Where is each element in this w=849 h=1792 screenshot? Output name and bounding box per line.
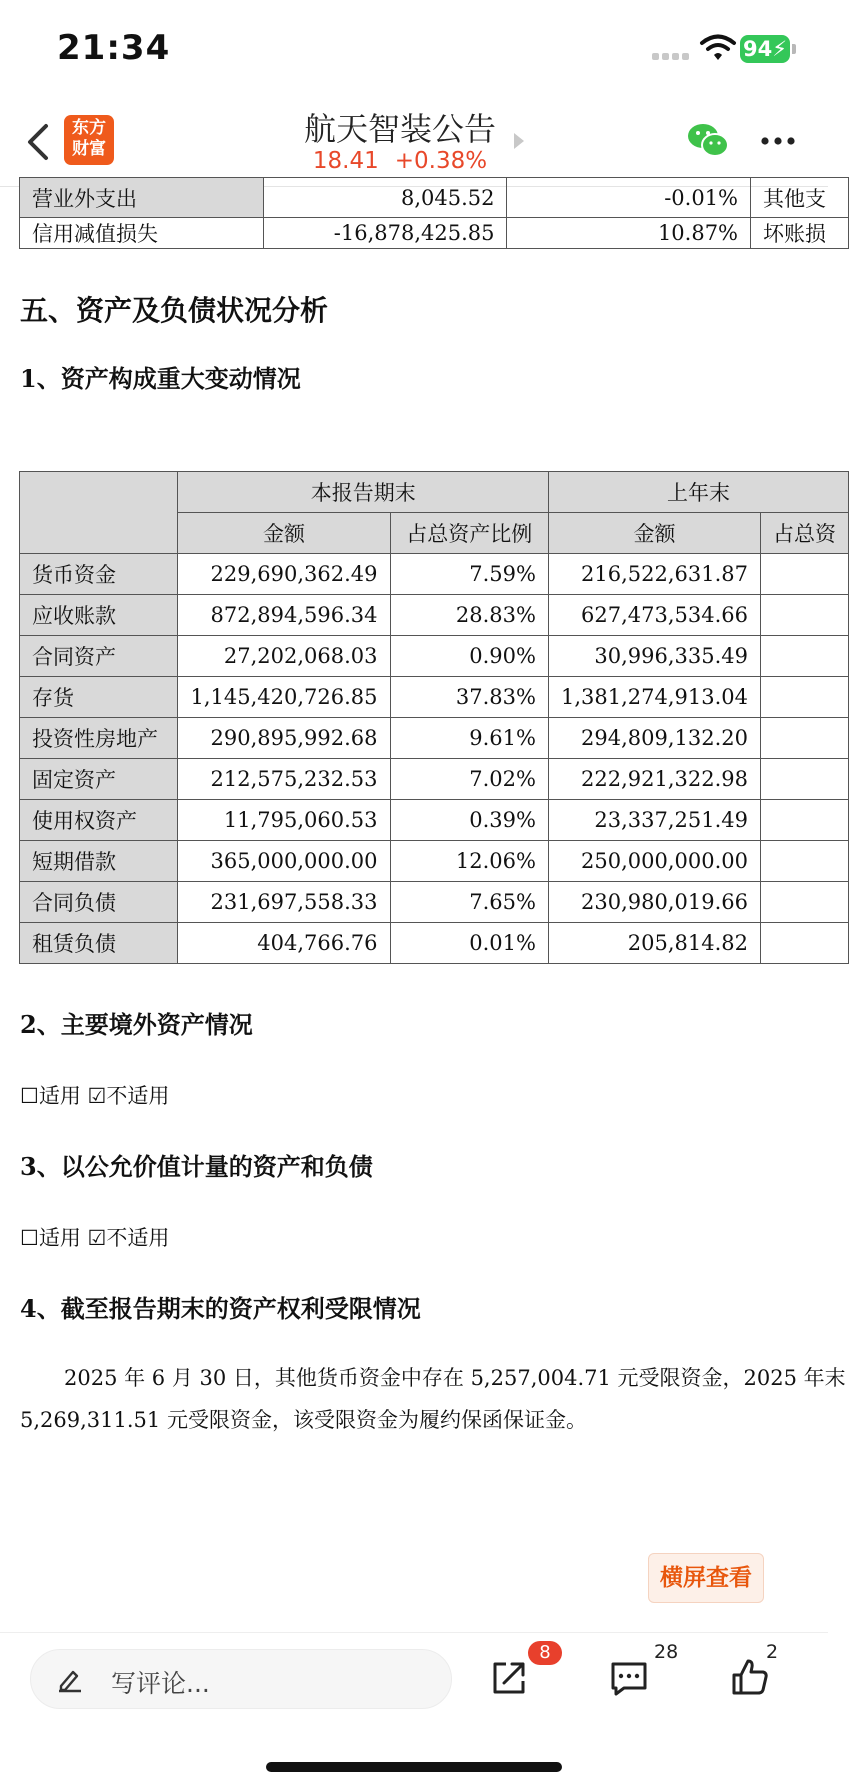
applicability-options: ☐适用 ☑不适用 [20, 1226, 170, 1250]
row-label: 存货 [20, 677, 178, 718]
cur-ratio-cell: 37.83% [390, 677, 548, 718]
col-prior-ratio: 占总资 [761, 513, 849, 554]
prior-amount-cell: 230,980,019.66 [548, 882, 760, 923]
table-row [20, 595, 849, 636]
header-prior-year: 上年末 [548, 472, 848, 513]
comment-count: 28 [654, 1641, 679, 1663]
asset-table [19, 471, 849, 964]
cur-amount-cell: 872,894,596.34 [178, 595, 390, 636]
cur-amount-cell: 231,697,558.33 [178, 882, 390, 923]
prior-ratio-cell [761, 718, 849, 759]
paragraph-line: 5,269,311.51 元受限资金，该受限资金为履约保函保证金。 [20, 1408, 587, 1432]
back-arrow-icon[interactable] [24, 122, 52, 162]
cur-ratio-cell: 0.01% [390, 923, 548, 964]
prior-ratio-cell [761, 636, 849, 677]
prior-amount-cell: 30,996,335.49 [548, 636, 760, 677]
table-row [20, 841, 849, 882]
nav-bar [0, 100, 828, 187]
battery-level: 94 [743, 37, 773, 61]
table-row [20, 178, 849, 218]
row-label: 货币资金 [20, 554, 178, 595]
stock-price: 18.41 [312, 148, 379, 174]
cur-amount-cell: 404,766.76 [178, 923, 390, 964]
app-logo[interactable] [64, 115, 114, 165]
comment-placeholder: 写评论... [111, 1669, 210, 1698]
cur-ratio-cell: 7.65% [390, 882, 548, 923]
bottom-action-bar [0, 1632, 828, 1733]
cur-ratio-cell: 7.59% [390, 554, 548, 595]
prior-amount-cell: 250,000,000.00 [548, 841, 760, 882]
cur-ratio-cell: 0.39% [390, 800, 548, 841]
subsection-heading: 2、主要境外资产情况 [20, 1010, 253, 1039]
subsection-heading: 4、截至报告期末的资产权利受限情况 [20, 1294, 421, 1323]
subsection-heading: 1、资产构成重大变动情况 [20, 364, 301, 393]
like-count: 2 [766, 1641, 779, 1663]
logo-line2: 财富 [72, 139, 106, 159]
battery-icon: 94⚡ [740, 35, 790, 63]
comment-input[interactable] [30, 1649, 452, 1709]
table-row [20, 718, 849, 759]
cur-amount-cell: 229,690,362.49 [178, 554, 390, 595]
pen-icon [57, 1666, 83, 1692]
table-row [20, 218, 849, 249]
row-label: 应收账款 [20, 595, 178, 636]
cellular-signal-icon [652, 52, 690, 60]
prior-amount-cell: 205,814.82 [548, 923, 760, 964]
prior-amount-cell: 627,473,534.66 [548, 595, 760, 636]
row-label: 信用减值损失 [20, 218, 264, 249]
row-label: 合同资产 [20, 636, 178, 677]
comment-icon[interactable] [610, 1661, 648, 1697]
row-label: 租赁负债 [20, 923, 178, 964]
share-icon[interactable] [490, 1659, 528, 1697]
ratio-cell: -0.01% [507, 178, 751, 218]
ratio-cell: 10.87% [507, 218, 751, 249]
row-label: 短期借款 [20, 841, 178, 882]
table-row [20, 800, 849, 841]
prior-ratio-cell [761, 595, 849, 636]
row-label: 固定资产 [20, 759, 178, 800]
stock-quote[interactable] [200, 148, 600, 174]
table-row [20, 636, 849, 677]
status-bar [0, 0, 828, 100]
paragraph-line: 2025 年 6 月 30 日，其他货币资金中存在 5,257,004.71 元受限资金，2025 年末 [64, 1366, 846, 1390]
note-cell: 其他支 [751, 178, 849, 218]
prior-ratio-cell [761, 677, 849, 718]
home-indicator[interactable] [266, 1762, 562, 1772]
play-arrow-icon [513, 132, 525, 150]
income-table-partial [19, 177, 849, 249]
prior-amount-cell: 1,381,274,913.04 [548, 677, 760, 718]
col-ratio: 占总资产比例 [390, 513, 548, 554]
row-label: 营业外支出 [20, 178, 264, 218]
prior-amount-cell: 294,809,132.20 [548, 718, 760, 759]
cur-amount-cell: 290,895,992.68 [178, 718, 390, 759]
amount-cell: 8,045.52 [263, 178, 507, 218]
wechat-icon[interactable] [686, 120, 730, 160]
battery-nub [792, 44, 796, 54]
prior-amount-cell: 216,522,631.87 [548, 554, 760, 595]
prior-ratio-cell [761, 882, 849, 923]
more-icon[interactable] [760, 136, 796, 146]
share-badge: 8 [528, 1641, 562, 1665]
cur-amount-cell: 365,000,000.00 [178, 841, 390, 882]
prior-ratio-cell [761, 759, 849, 800]
page-title: 航天智装公告 [303, 110, 496, 148]
table-row [20, 554, 849, 595]
wifi-icon [700, 34, 736, 62]
table-corner [20, 472, 178, 554]
subsection-heading: 3、以公允价值计量的资产和负债 [20, 1152, 373, 1181]
row-label: 合同负债 [20, 882, 178, 923]
prior-amount-cell: 222,921,322.98 [548, 759, 760, 800]
header-current-period: 本报告期末 [178, 472, 549, 513]
row-label: 使用权资产 [20, 800, 178, 841]
cur-ratio-cell: 0.90% [390, 636, 548, 677]
thumbs-up-icon[interactable] [730, 1657, 770, 1697]
col-amount: 金额 [178, 513, 390, 554]
col-prior-amount: 金额 [548, 513, 760, 554]
cur-ratio-cell: 9.61% [390, 718, 548, 759]
table-row [20, 677, 849, 718]
row-label: 投资性房地产 [20, 718, 178, 759]
section-heading: 五、资产及负债状况分析 [20, 294, 329, 327]
note-cell: 坏账损 [751, 218, 849, 249]
table-row [20, 923, 849, 964]
logo-line1: 东方 [72, 118, 106, 138]
prior-ratio-cell [761, 800, 849, 841]
prior-ratio-cell [761, 923, 849, 964]
cur-ratio-cell: 28.83% [390, 595, 548, 636]
prior-ratio-cell [761, 554, 849, 595]
cur-amount-cell: 212,575,232.53 [178, 759, 390, 800]
cur-amount-cell: 27,202,068.03 [178, 636, 390, 677]
table-header-row [20, 472, 849, 513]
prior-amount-cell: 23,337,251.49 [548, 800, 760, 841]
stock-change: +0.38% [394, 148, 488, 174]
status-time: 21:34 [57, 28, 171, 68]
cur-amount-cell: 1,145,420,726.85 [178, 677, 390, 718]
table-row [20, 882, 849, 923]
cur-ratio-cell: 12.06% [390, 841, 548, 882]
cur-amount-cell: 11,795,060.53 [178, 800, 390, 841]
prior-ratio-cell [761, 841, 849, 882]
landscape-view-button[interactable]: 横屏查看 [648, 1553, 764, 1603]
applicability-options: ☐适用 ☑不适用 [20, 1084, 170, 1108]
table-row [20, 759, 849, 800]
cur-ratio-cell: 7.02% [390, 759, 548, 800]
document-content[interactable] [0, 185, 846, 1630]
amount-cell: -16,878,425.85 [263, 218, 507, 249]
